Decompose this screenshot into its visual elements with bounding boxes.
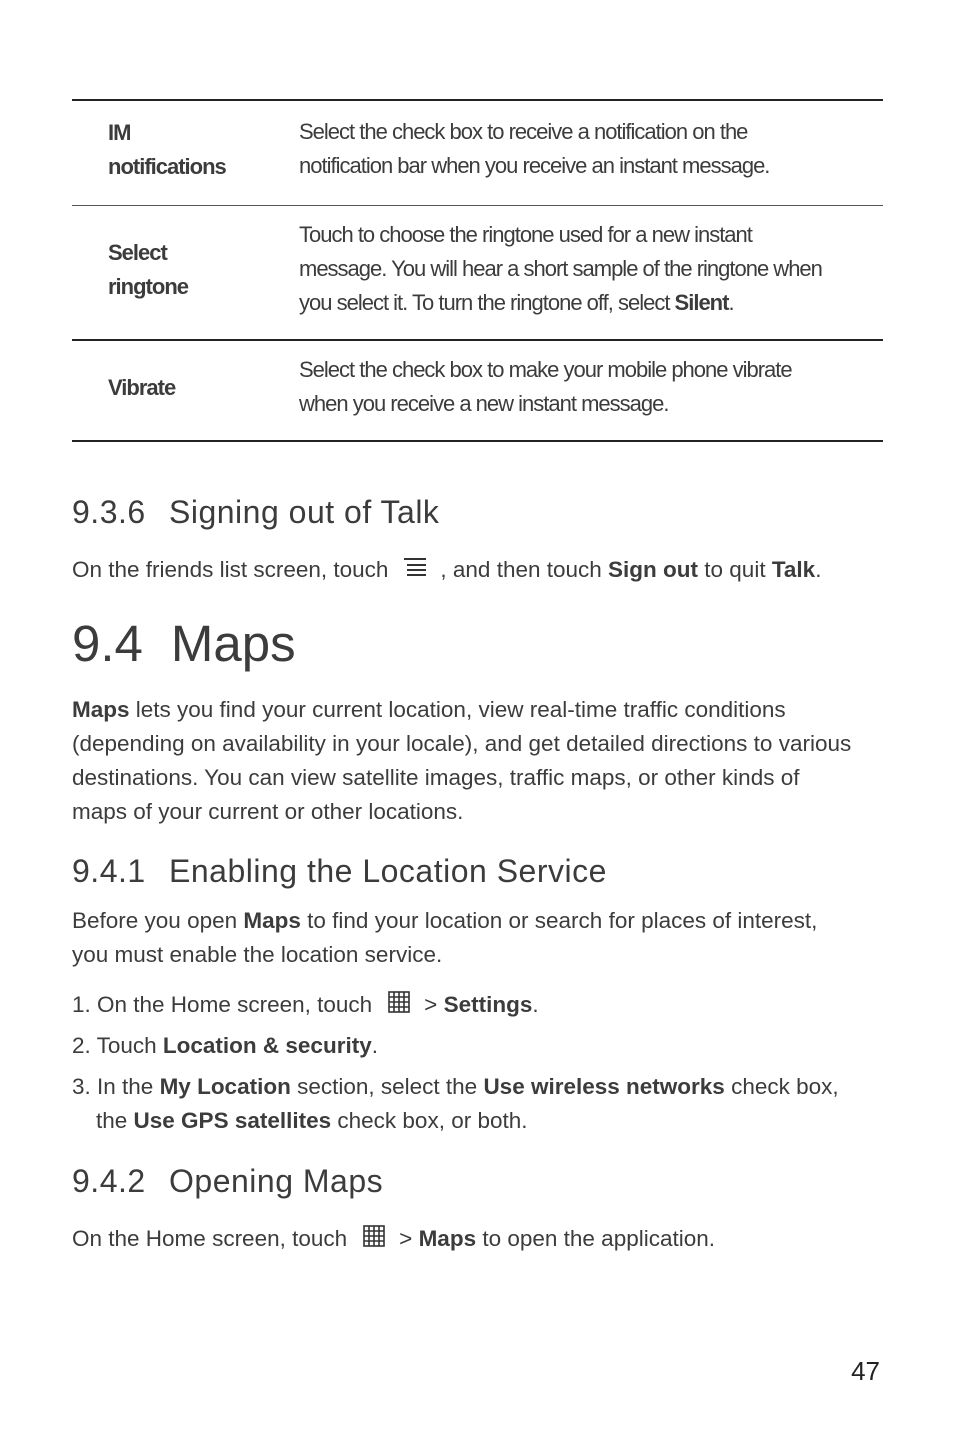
label-line: IM [108,120,131,145]
para-text: > [399,1226,419,1251]
app-grid-icon [363,1223,385,1257]
para-text: , and then touch [440,557,609,582]
section-number: 9.4 [72,615,143,672]
para-line [72,904,892,938]
section-title: Signing out of Talk [169,494,440,530]
location-intro-paragraph [72,904,892,972]
step-text: > [424,992,444,1017]
desc-line: when you receive a new instant message. [299,391,669,416]
desc-line: notification bar when you receive an instant message. [299,153,770,178]
maps-intro-paragraph [72,693,892,829]
desc-line: Touch to choose the ringtone used for a new instant [299,222,752,247]
para-text: . [815,557,822,582]
label-line: notifications [108,154,226,179]
label-line: Select [108,240,167,265]
step-line [72,1104,839,1138]
step-1 [72,988,539,1023]
gps-satellites-label: Use GPS satellites [133,1108,332,1133]
row-description [299,115,883,183]
settings-label: Settings [443,992,533,1017]
section-number: 9.3.6 [72,494,146,530]
sign-out-label: Sign out [608,557,699,582]
para-text: On the friends list screen, touch [72,557,389,582]
opening-maps-paragraph [72,1222,715,1257]
settings-table [72,99,883,442]
heading-9-4 [72,614,296,673]
signout-paragraph [72,553,821,588]
maps-bold: Maps [72,697,130,722]
section-title: Enabling the Location Service [169,853,607,889]
step-text: 3. In the [72,1074,160,1099]
desc-bold: Silent [674,290,729,315]
para-text: lets you find your current location, view real-time traffic conditions [129,697,786,722]
talk-label: Talk [771,557,816,582]
heading-9-4-2 [72,1163,383,1200]
step-text: . [532,992,539,1017]
section-title: Maps [170,615,296,672]
section-number: 9.4.1 [72,853,146,889]
table-row-im-notifications [72,99,883,205]
step-text: . [371,1033,378,1058]
table-row-select-ringtone [72,205,883,339]
desc-line [299,286,883,320]
step-text: 2. Touch [72,1033,163,1058]
desc-line: Select the check box to receive a notification on the [299,119,748,144]
para-line: maps of your current or other locations. [72,799,464,824]
para-text: to quit [698,557,772,582]
maps-bold: Maps [243,908,301,933]
label-line: Vibrate [108,375,176,400]
para-line: destinations. You can view satellite images, traffic maps, or other kinds of [72,765,800,790]
para-text: Before you open [72,908,244,933]
row-label [108,116,288,184]
step-2 [72,1029,378,1063]
location-security-label: Location & security [162,1033,372,1058]
row-label [108,236,288,304]
para-line: (depending on availability in your locale), and get detailed directions to various [72,731,852,756]
para-text: to open the application. [476,1226,716,1251]
para-line [72,693,892,727]
menu-icon [404,554,426,588]
step-text: check box, or both. [331,1108,528,1133]
row-description [299,353,883,421]
maps-bold: Maps [418,1226,477,1251]
step-line [72,1070,839,1104]
step-3 [72,1070,839,1138]
para-text: On the Home screen, touch [72,1226,348,1251]
row-description [299,218,883,320]
desc-text: you select it. To turn the ringtone off, select [299,290,675,315]
table-row-vibrate [72,339,883,442]
section-title: Opening Maps [169,1163,384,1199]
heading-9-4-1 [72,853,607,890]
step-text: 1. On the Home screen, touch [72,992,373,1017]
step-text: section, select the [290,1074,484,1099]
para-line: you must enable the location service. [72,942,443,967]
row-label [108,371,288,405]
page-number: 47 [851,1356,880,1386]
para-text: to find your location or search for places of interest, [300,908,818,933]
section-number: 9.4.2 [72,1163,146,1199]
heading-9-3-6 [72,494,439,531]
step-text: check box, [724,1074,839,1099]
wireless-networks-label: Use wireless networks [483,1074,725,1099]
desc-line: Select the check box to make your mobile phone vibrate [299,357,792,382]
my-location-label: My Location [159,1074,291,1099]
app-grid-icon [388,989,410,1023]
desc-text: . [728,290,734,315]
label-line: ringtone [108,274,188,299]
step-text: the [96,1108,134,1133]
desc-line: message. You will hear a short sample of the ringtone when [299,256,822,281]
